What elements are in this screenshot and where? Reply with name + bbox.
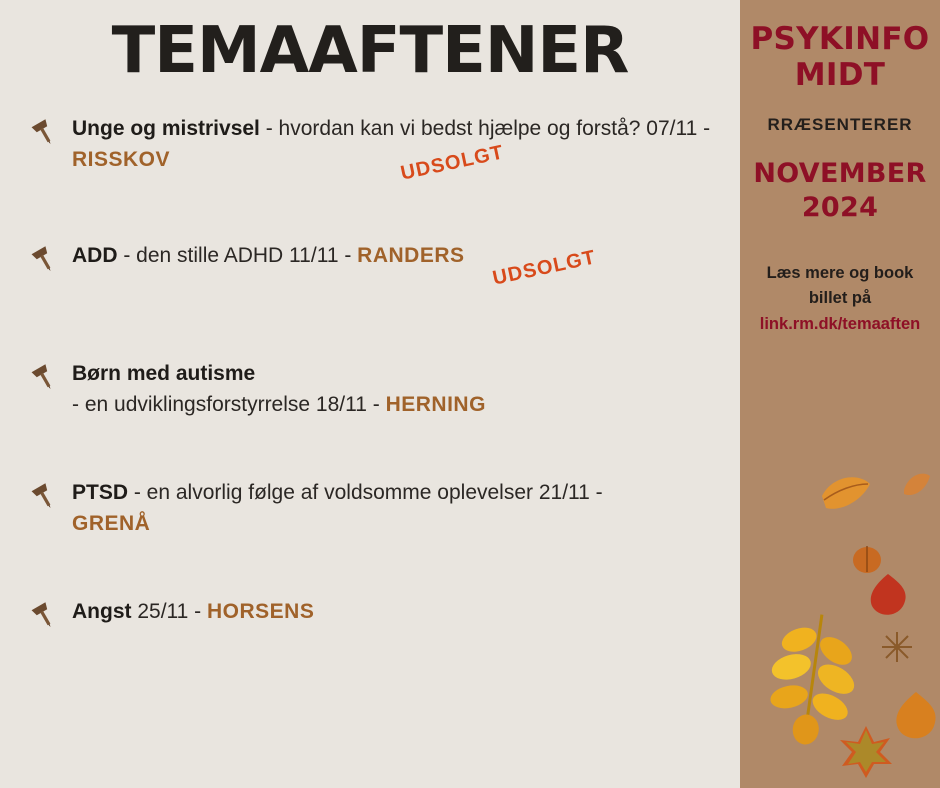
booking-info (740, 261, 940, 337)
brand-title (740, 0, 940, 93)
status-badge: UDSOLGT (398, 141, 506, 186)
event-text (72, 359, 740, 420)
page-title: TEMAAFTENER (111, 14, 629, 88)
booking-link[interactable]: link.rm.dk/temaaften (759, 315, 921, 334)
pin-icon (28, 480, 58, 510)
event-title: Angst (72, 600, 132, 624)
event-place: GRENÅ (72, 511, 151, 535)
leaf-icon (836, 722, 896, 787)
leaf-icon (890, 690, 940, 749)
event-title: ADD (72, 244, 118, 268)
presents-label: RRÆSENTERER (767, 115, 913, 135)
list-item[interactable] (26, 114, 740, 186)
pin-icon (28, 116, 58, 146)
leaf-icon (818, 470, 874, 521)
pin-icon (28, 243, 58, 273)
status-badge: UDSOLGT (490, 246, 598, 290)
booking-line-1: Læs mere og book (766, 263, 914, 282)
list-item[interactable] (26, 478, 740, 539)
brand-line-2: MIDT (794, 56, 886, 93)
leaf-icon (866, 572, 912, 625)
month-block (740, 157, 940, 225)
event-text (72, 478, 740, 539)
event-description: - en udviklingsforstyrrelse 18/11 - (72, 392, 386, 416)
event-title: Børn med autisme (72, 362, 256, 386)
month-label: NOVEMBER (753, 158, 927, 190)
event-text (72, 241, 740, 271)
sidebar (740, 0, 940, 788)
event-description: - den stille ADHD 11/11 - (117, 244, 358, 268)
event-place: RISSKOV (72, 147, 171, 171)
leaf-icon (900, 468, 934, 507)
list-item[interactable] (26, 241, 740, 297)
booking-line-2: billet på (808, 288, 872, 307)
event-description: - en alvorlig følge af voldsomme oplevelser 21/11 - (128, 481, 603, 505)
pin-icon (28, 599, 58, 629)
event-title: PTSD (72, 481, 129, 505)
event-place: HORSENS (207, 600, 315, 624)
list-item[interactable] (26, 359, 740, 420)
year-label: 2024 (801, 192, 879, 224)
event-place: HERNING (385, 392, 486, 416)
event-title: Unge og mistrivsel (72, 117, 260, 141)
event-place: RANDERS (357, 244, 465, 268)
pin-icon (28, 361, 58, 391)
event-description: - hvordan kan vi bedst hjælpe og forstå? 07/11 - (259, 117, 711, 141)
event-text (72, 597, 740, 627)
star-anise-icon (880, 630, 914, 669)
list-item[interactable] (26, 597, 740, 653)
brand-line-1: PSYKINFO (750, 21, 930, 57)
event-list (0, 114, 740, 653)
event-description: 25/11 - (131, 600, 207, 624)
